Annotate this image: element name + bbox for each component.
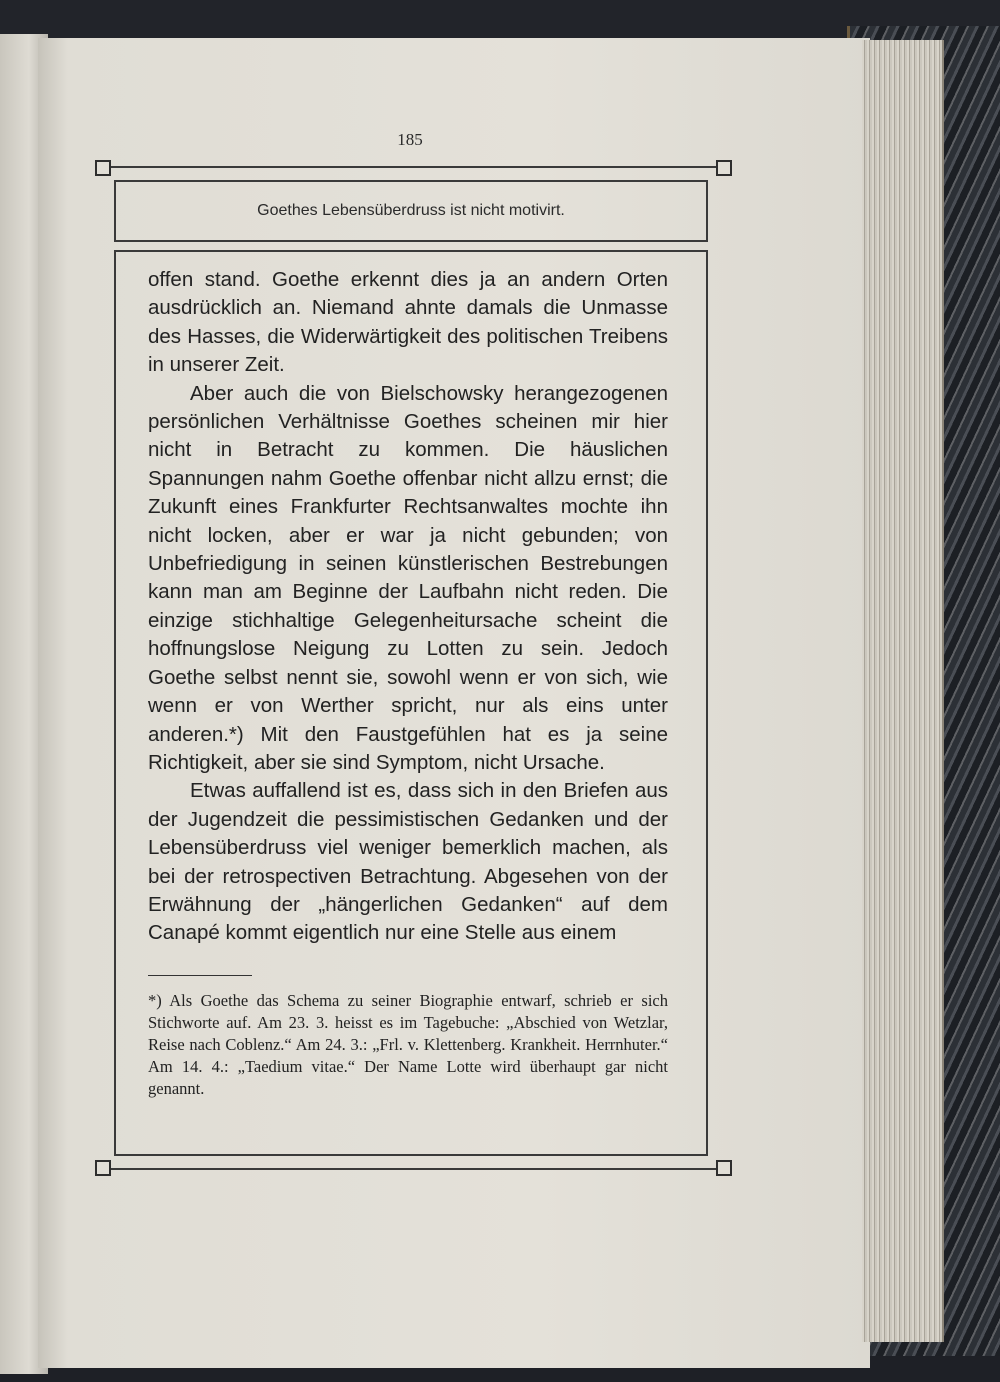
frame-corner-top-right bbox=[716, 160, 732, 176]
frame-corner-top-left bbox=[95, 160, 111, 176]
running-head-box bbox=[114, 180, 708, 242]
paragraph: Etwas auffallend ist es, dass sich in den Briefen aus der Jugendzeit die pessimistischen Gedanken und der Lebensüberdruss viel weniger bemerklich machen, als bei der retrospectiven Betrachtung. Abgesehen von der Erwähnung der „hängerlichen Gedanken“ auf dem Canapé kommt eigentlich nur eine Stelle aus einem bbox=[148, 779, 668, 945]
page-fore-edge bbox=[862, 40, 944, 1342]
frame-corner-bottom-right bbox=[716, 1160, 732, 1176]
body-text bbox=[148, 266, 668, 948]
footnote-rule bbox=[148, 975, 252, 976]
page-number: 185 bbox=[397, 130, 423, 149]
running-head: Goethes Lebensüberdruss ist nicht motivirt. bbox=[257, 202, 565, 219]
footnote: *) Als Goethe das Schema zu seiner Biographie entwarf, schrieb er sich Stichworte auf. Am 23. 3. heisst es im Tagebuche: „Abschied von Wetzlar, Reise nach Coblenz.“ Am 24. 3.: „Frl. v. Klettenberg. Krankheit. Herrnhuter.“ Am 14. 4.: „Taedium vitae.“ Der Name Lotte wird überhaupt gar nicht genannt. bbox=[148, 991, 668, 1098]
frame-corner-bottom-left bbox=[95, 1160, 111, 1176]
paragraph: Aber auch die von Bielschowsky herangezogenen persönlichen Verhältnisse Goethes scheinen mir hier nicht in Betracht zu kommen. Die häuslichen Spannungen nahm Goethe offenbar nicht allzu ernst; die Zukunft eines Frankfurter Rechtsanwaltes mochte ihn nicht locken, aber er war ja nicht gebunden; von Unbefriedigung in seinen künstlerischen Bestrebungen kann man am Beginne der Laufbahn nicht reden. Die einzige stichhaltige Gelegenheitursache scheint die hoffnungslose Neigung zu Lotten zu sein. Jedoch Goethe selbst nennt sie, sowohl wenn er von sich, wie wenn er von Werther spricht, nur als eins unter anderen.*) Mit den Faustgefühlen hat es ja seine Richtigkeit, aber sie sind Symptom, nicht Ursache. bbox=[148, 381, 668, 774]
paragraph: offen stand. Goethe erkennt dies ja an andern Orten ausdrücklich an. Niemand ahnte damals die Unmasse des Hasses, die Widerwärtigkeit des politischen Treibens in unserer Zeit. bbox=[148, 268, 668, 377]
